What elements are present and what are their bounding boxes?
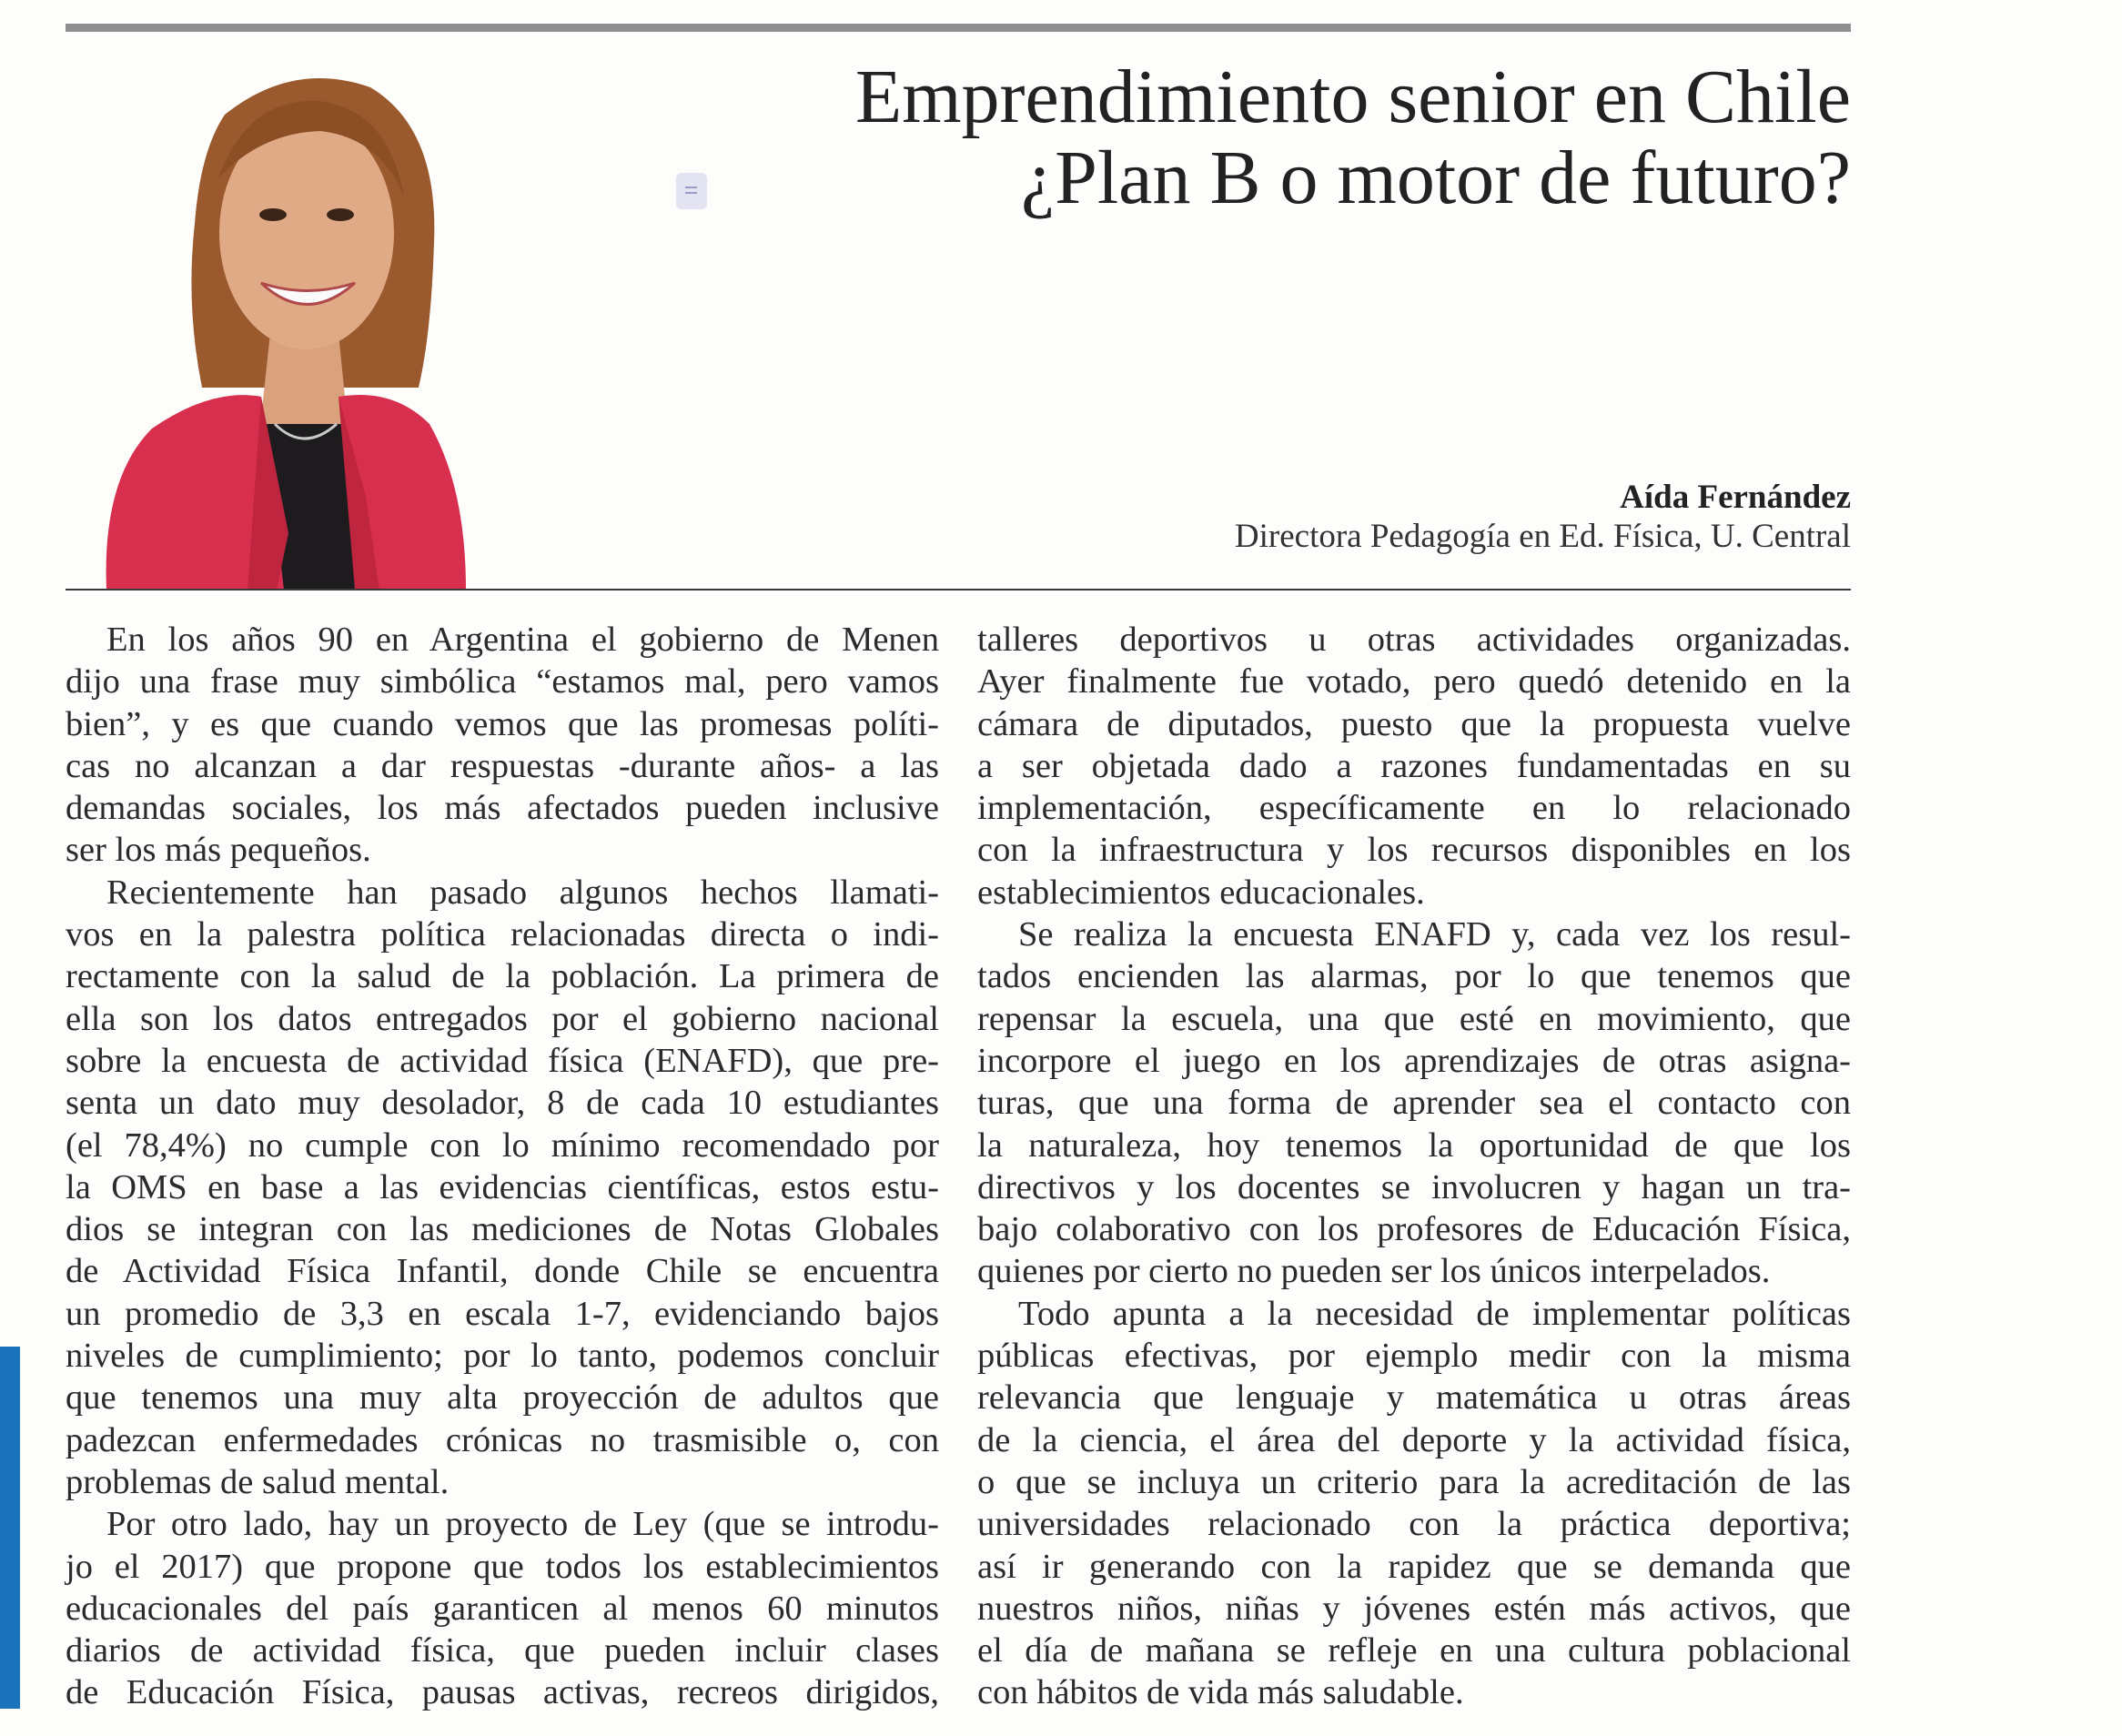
text-line: universidades relacionado con la práctica deportiva; <box>977 1505 1851 1544</box>
text-line: de la ciencia, el área del deporte y la actividad física, <box>977 1420 1851 1459</box>
text-line: la naturaleza, hoy tenemos la oportunidad de que los <box>977 1125 1851 1165</box>
text-line: rectamente con la salud de la población. La primera de <box>66 957 939 996</box>
text-line: cas no alcanzan a dar respuestas -durante años- a las <box>66 746 939 785</box>
text-line: talleres deportivos u otras actividades organizadas. <box>977 621 1851 659</box>
text-line: cámara de diputados, puesto que la propuesta vuelve <box>977 704 1851 743</box>
text-line: ser los más pequeños. <box>66 831 371 870</box>
article-title <box>855 56 1851 218</box>
text-line: con la infraestructura y los recursos disponibles en los <box>977 831 1851 870</box>
top-rule <box>66 24 1851 32</box>
text-line: establecimientos educacionales. <box>977 873 1425 912</box>
text-line: Por otro lado, hay un proyecto de Ley (que se introdu- <box>106 1505 939 1544</box>
section-rule <box>66 589 1851 590</box>
text-line: a ser objetada dado a razones fundamentadas en su <box>977 746 1851 785</box>
text-line: Ayer finalmente fue votado, pero quedó detenido en la <box>977 662 1851 701</box>
text-line: el día de mañana se refleje en una cultura poblacional <box>977 1631 1851 1670</box>
text-line: quienes por cierto no pueden ser los únicos interpelados. <box>977 1252 1771 1291</box>
text-line: niveles de cumplimiento; por lo tanto, podemos concluir <box>66 1337 939 1376</box>
text-line: jo el 2017) que propone que todos los establecimientos <box>66 1547 939 1586</box>
title-line-2: ¿Plan B o motor de futuro? <box>1020 136 1851 220</box>
text-line: bien”, y es que cuando vemos que las promesas políti- <box>66 704 939 743</box>
text-line: la OMS en base a las evidencias científicas, estos estu- <box>66 1167 939 1206</box>
text-line: directivos y los docentes se involucren y hagan un tra- <box>977 1167 1851 1206</box>
text-line: tados encienden las alarmas, por lo que tenemos que <box>977 957 1851 996</box>
text-line: turas, que una forma de aprender sea el contacto con <box>977 1084 1851 1123</box>
note-icon[interactable] <box>676 173 707 209</box>
text-line: de Educación Física, pausas activas, recreos dirigidos, <box>66 1673 939 1712</box>
text-line: públicas efectivas, por ejemplo medir con la misma <box>977 1337 1851 1376</box>
body-column-right <box>977 619 1851 1714</box>
author-role: Directora Pedagogía en Ed. Física, U. Central <box>1234 518 1851 555</box>
text-line: que tenemos una muy alta proyección de adultos que <box>66 1378 939 1418</box>
accent-bar <box>0 1347 20 1709</box>
text-line: educacionales del país garanticen al menos 60 minutos <box>66 1589 939 1628</box>
text-line: vos en la palestra política relacionadas directa o indi- <box>66 915 939 954</box>
text-line: (el 78,4%) no cumple con lo mínimo recomendado por <box>66 1125 939 1165</box>
text-line: de Actividad Física Infantil, donde Chile se encuentra <box>66 1252 939 1291</box>
text-line: sobre la encuesta de actividad física (ENAFD), que pre- <box>66 1041 939 1080</box>
text-line: En los años 90 en Argentina el gobierno de Menen <box>106 621 939 659</box>
text-line: un promedio de 3,3 en escala 1-7, evidenciando bajos <box>66 1294 939 1333</box>
text-line: bajo colaborativo con los profesores de Educación Física, <box>977 1210 1851 1249</box>
text-line: relevancia que lenguaje y matemática u otras áreas <box>977 1378 1851 1418</box>
text-line: Todo apunta a la necesidad de implementar políticas <box>1018 1294 1851 1333</box>
text-line: así ir generando con la rapidez que se demanda que <box>977 1547 1851 1586</box>
text-line: repensar la escuela, una que esté en movimiento, que <box>977 999 1851 1038</box>
body-column-left <box>66 619 939 1714</box>
author-photo <box>66 60 557 590</box>
text-line: demandas sociales, los más afectados pueden inclusive <box>66 789 939 828</box>
text-line: problemas de salud mental. <box>66 1462 450 1501</box>
text-line: nuestros niños, niñas y jóvenes estén más activos, que <box>977 1589 1851 1628</box>
title-line-1: Emprendimiento senior en Chile <box>854 55 1851 139</box>
text-line: implementación, específicamente en lo relacionado <box>977 789 1851 828</box>
text-line: Se realiza la encuesta ENAFD y, cada vez los resul- <box>1018 915 1851 954</box>
text-line: o que se incluya un criterio para la acreditación de las <box>977 1462 1851 1501</box>
text-line: padezcan enfermedades crónicas no trasmisible o, con <box>66 1420 939 1459</box>
text-line: con hábitos de vida más saludable. <box>977 1673 1464 1712</box>
text-line: ella son los datos entregados por el gobierno nacional <box>66 999 939 1038</box>
text-line: Recientemente han pasado algunos hechos llamati- <box>106 873 939 912</box>
text-line: senta un dato muy desolador, 8 de cada 10 estudiantes <box>66 1084 939 1123</box>
author-name: Aída Fernández <box>1620 479 1851 516</box>
text-line: dios se integran con las mediciones de Notas Globales <box>66 1210 939 1249</box>
text-line: diarios de actividad física, que pueden incluir clases <box>66 1631 939 1670</box>
text-line: dijo una frase muy simbólica “estamos mal, pero vamos <box>66 662 939 701</box>
text-line: incorpore el juego en los aprendizajes de otras asigna- <box>977 1041 1851 1080</box>
